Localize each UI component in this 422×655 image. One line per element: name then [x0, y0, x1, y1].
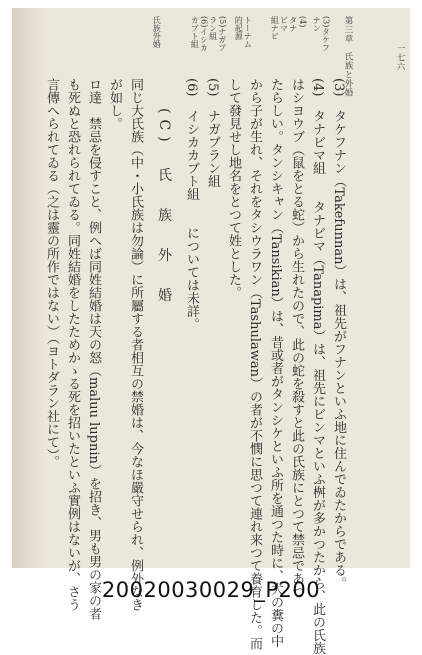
body-line: して發見せし地名をとつて姓とした。 — [226, 78, 241, 299]
body-line: たらしい。タンシキャン（Tansikian）は、昔或者がタンシケといふ所を通つた時に、犬の糞の中 — [268, 78, 283, 648]
image-caption: 20020030029_P200 — [101, 578, 321, 602]
page-binding-shadow — [12, 8, 46, 568]
body-line: (5) ナガブラン組 — [205, 78, 220, 188]
body-line: も死ぬと恐れられてゐる。同姓結婚をしたためかゝる死を招いたといふ實例はないが、さう — [65, 78, 80, 611]
section-heading: (C) 氏 族 外 婚 — [156, 108, 172, 308]
body-line: はシヨウブ（鼠をとる蛇）から生れたので、此の蛇を殺すと此の氏族にとつて禁忌であつ — [289, 78, 304, 598]
body-line: から子が生れ、それをタシウラワン（Tashulawan）の者が不憫に思つて連れ来つて養育した。而 — [247, 78, 262, 650]
side-note: 氏族外婚 — [152, 16, 162, 48]
body-line: (3) タケフナン（Takefunnan）は、祖先がフナンといふ地に住んでゐたからである。 — [331, 78, 346, 590]
side-note: トーナム 的起源 — [234, 16, 253, 48]
body-line: が如し。 — [107, 78, 122, 130]
page-number: 一七六 — [395, 44, 405, 71]
body-line: 言傳へられてゐる（之は靈の所作ではない）（ヨトダラン社にて）。 — [44, 78, 59, 468]
body-line: ロ達 禁忌を侵すこと、例へば同姓結婚は天の怒（maluu lupnin）を招き、男も男の家の者 — [86, 78, 101, 620]
body-line: (4) タナビマ組 タナビマ（Tanapima）は、祖先にビンマといふ桝が多かつたから、此の氏族 — [310, 78, 325, 655]
chapter-header: 第三章 氏族と外婚 — [343, 16, 353, 97]
side-note: (5)ナガブ ラン組 (6)イシカ カブト組 — [190, 16, 227, 52]
body-line: (6) イシカカブト組 については未詳。 — [184, 78, 199, 331]
body-line: 同じ大氏族（中・小氏族は勿論）に所屬する者相互の禁婚は、今なほ嚴守せられ、例外なき — [128, 78, 143, 611]
side-note: (3)タケフ ナン — [312, 16, 331, 52]
side-note: (4) タナ ビマ 組ナビ — [270, 16, 307, 40]
